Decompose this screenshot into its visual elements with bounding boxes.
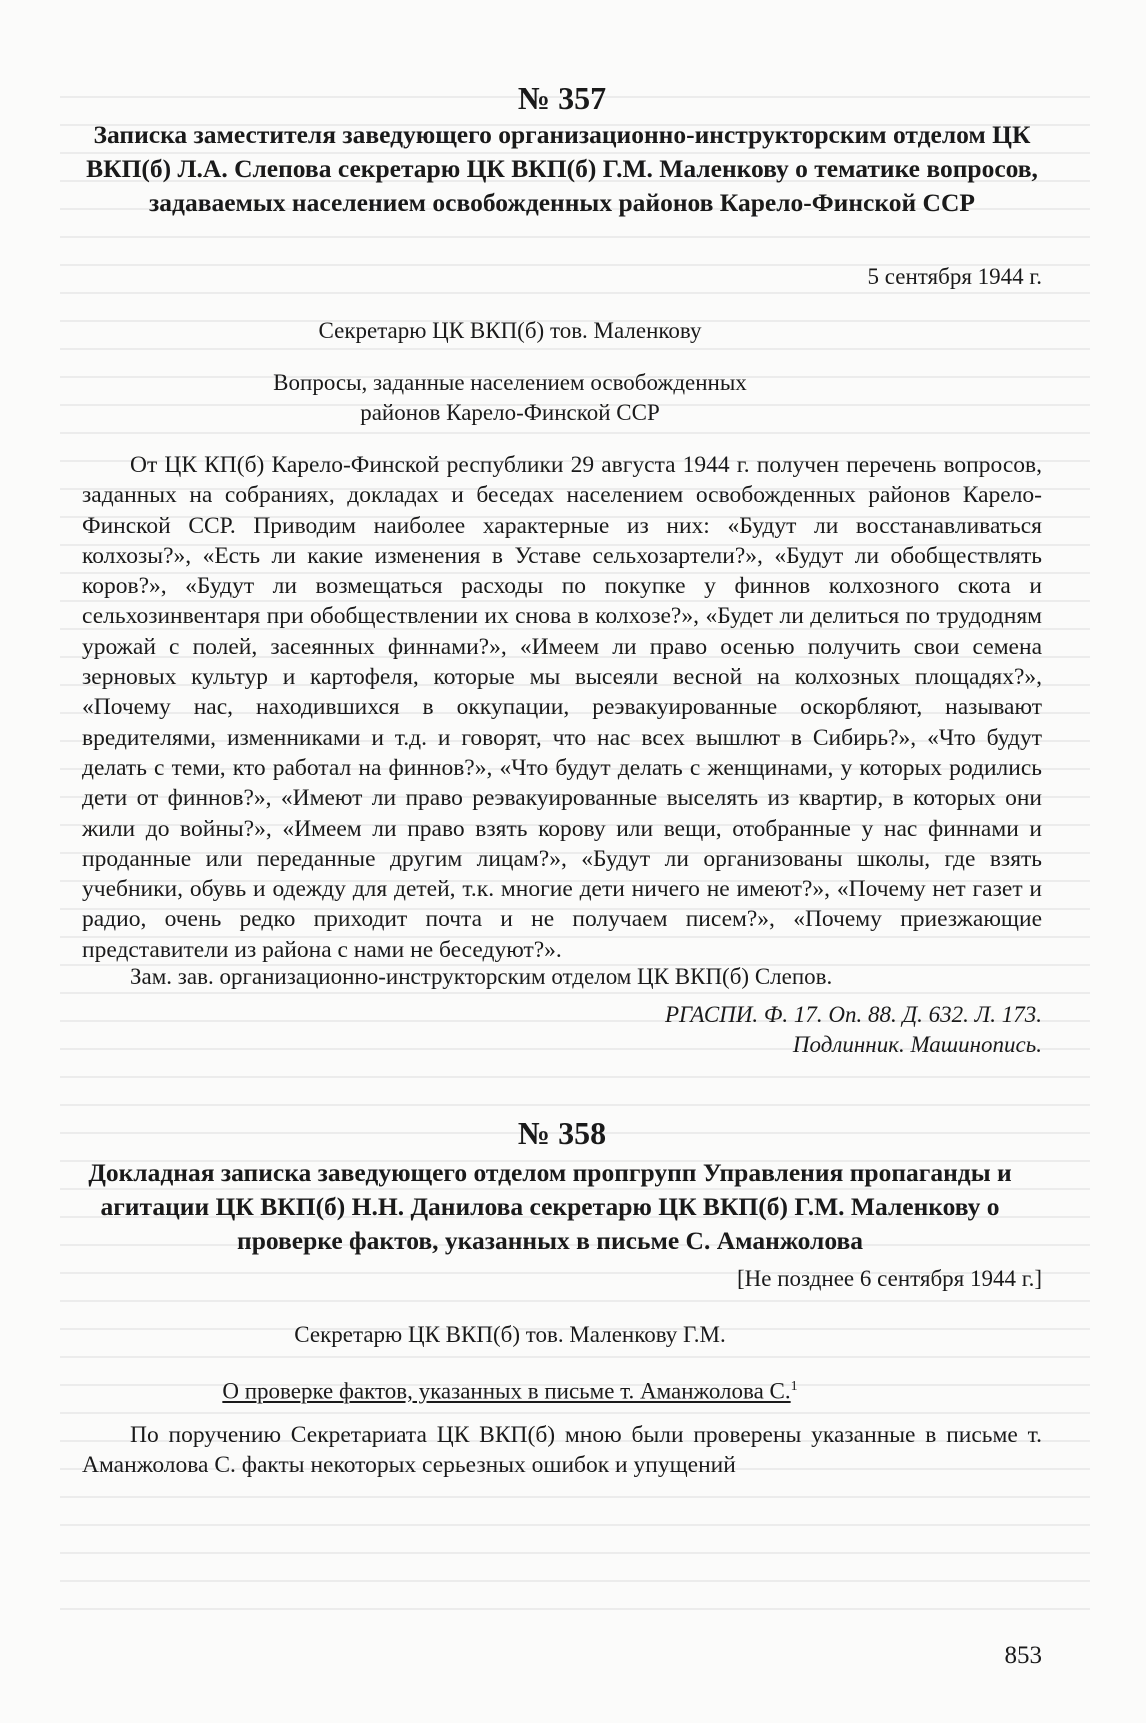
doc358-number: № 358 (517, 1115, 607, 1151)
doc357-title: Записка заместителя заведующего организационно-инструкторским отделом ЦК ВКП(б) Л.А. Слепова секретарю ЦК ВКП(б) Г.М. Маленкову о тематике вопросов, задаваемых населением освобожденных районов Карело-Финской ССР (86, 120, 1038, 217)
doc357-body: От ЦК КП(б) Карело-Финской республики 29 августа 1944 г. получен перечень вопросов, заданных на собраниях, докладах и беседах населением освобожденных районов Карело-Финской ССР. Приводим наиболее характерные из них: «Будут ли восстанавливаться колхозы?», «Есть ли какие изменения в Уставе сельхозартели?», «Будут ли обобществлять коров?», «Будут ли возмещаться расходы по покупке у финнов колхозного скота и сельхозинвентаря при обобществлении их снова в колхозе?», «Будет ли делиться по трудодням урожай с полей, засеянных финнами?», «Имеем ли право осенью получить свои семена зерновых культур и картофеля, которые мы высеяли весной на колхозных площадях?», «Почему нас, находившихся в оккупации, реэвакуированные оскорбляют, называют вредителями, изменниками и т.д. и говорят, что нас всех вышлют в Сибирь?», «Что будут делать с теми, кто работал на финнов?», «Что будут делать с женщинами, у которых родились дети от финнов?», «Имеют ли право реэвакуированные выселять из квартир, в которых они жили до войны?», «Имеем ли право взять корову или вещи, отобранные у нас финнами и проданные или переданные другим лицам?», «Будут ли организованы школы, где взять учебники, обувь и одежду для детей, т.к. многие дети ничего не имеют?», «Почему нет газет и радио, очень редко приходит почта и не получаем писем?», «Почему приезжающие представители из района с нами не беседуют?». (82, 452, 1042, 963)
doc358-subject: О проверке фактов, указанных в письме т. Аманжолова С. (222, 1378, 791, 1404)
doc357-archive: РГАСПИ. Ф. 17. Оп. 88. Д. 632. Л. 173. (664, 1002, 1042, 1027)
doc358-title: Докладная записка заведующего отделом пропгрупп Управления пропаганды и агитации ЦК ВКП(б) Н.Н. Данилова секретарю ЦК ВКП(б) Г.М. Маленкову о проверке фактов, указанных в письме С. Аманжолова (88, 1158, 1012, 1255)
doc357-number: № 357 (517, 80, 607, 116)
page-number: 853 (1004, 1642, 1042, 1669)
doc358-subject-line (100, 1372, 920, 1407)
doc357-addressee: Секретарю ЦК ВКП(б) тов. Маленкову (318, 318, 702, 343)
doc358-addressee: Секретарю ЦК ВКП(б) тов. Маленкову Г.М. (294, 1322, 726, 1347)
doc357-note: Подлинник. Машинопись. (792, 1032, 1042, 1057)
doc357-signature: Зам. зав. организационно-инструкторским отделом ЦК ВКП(б) Слепов. (130, 964, 833, 989)
doc358-body: По поручению Секретариата ЦК ВКП(б) мною были проверены указанные в письме т. Аманжолова С. факты некоторых серьезных ошибок и упущений (82, 1422, 1042, 1479)
doc357-subject: Вопросы, заданные населением освобожденных районов Карело-Финской ССР (273, 370, 747, 425)
doc357-date: 5 сентября 1944 г. (867, 264, 1042, 289)
doc358-date: [Не позднее 6 сентября 1944 г.] (737, 1266, 1042, 1291)
footnote-mark: 1 (790, 1379, 798, 1394)
